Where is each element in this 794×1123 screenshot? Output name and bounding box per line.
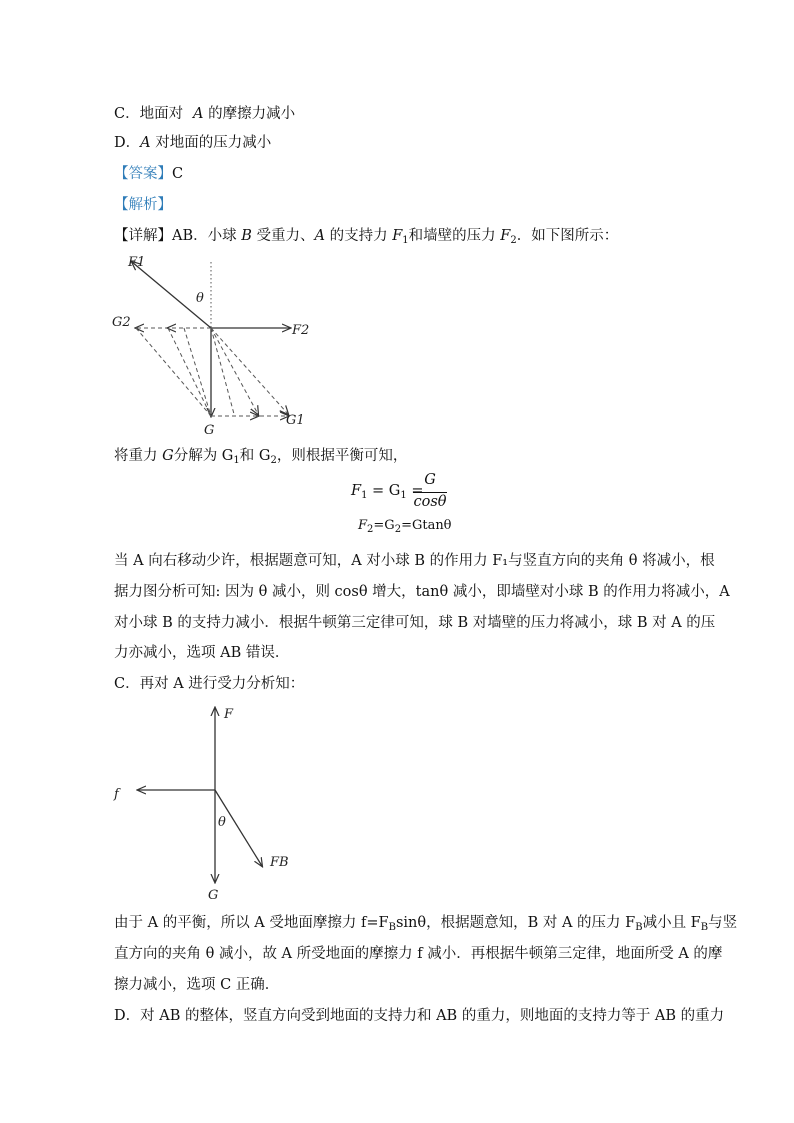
answer-tag: 【答案】: [114, 166, 172, 182]
analysis-tag: 【解析】: [114, 197, 172, 213]
formula-f1: $F_1 = G_1$ = G cosθ: [351, 472, 447, 510]
force-diagram-ball: [110, 250, 310, 440]
label-theta2: θ: [218, 815, 226, 830]
label-g1: G1: [286, 413, 305, 428]
para2-line3: 擦力减小，选项 C 正确．: [114, 977, 280, 993]
formula-f2: $F_2=G_2=Gtan\theta$: [358, 518, 452, 535]
option-c-var: A 的摩擦力减小: [193, 106, 296, 122]
answer-line: [114, 164, 183, 184]
label-g2: G2: [112, 315, 131, 330]
label-f1: F1: [128, 255, 146, 270]
d-section: D．对 AB 的整体，竖直方向受到地面的支持力和 AB 的重力，则地面的支持力等于 AB 的重力: [114, 1008, 725, 1024]
para1-line1: 当 A 向右移动少许，根据题意可知，A 对小球 B 的作用力 F₁与竖直方向的夹角 θ 将减小，根: [114, 553, 715, 569]
para1-line4: 力亦减小，选项 AB 错误．: [114, 645, 290, 661]
label-f-up: F: [224, 707, 234, 722]
para1-line3: 对小球 B 的支持力减小．根据牛顿第三定律可知，球 B 对墙壁的压力将减小，球 B 对 A 的压: [114, 615, 716, 631]
label-f2: F2: [292, 323, 310, 338]
label-theta: θ: [196, 291, 204, 306]
para2-line1: 由于 A 的平衡，所以 A 受地面摩擦力 $f=F_B\sin\theta$，根据题意知，B 对 A 的压力 $F_B$减小且 $F_B$与竖: [114, 915, 738, 933]
para2-line2: 直方向的夹角 θ 减小，故 A 所受地面的摩擦力 f 减小．再根据牛顿第三定律，地面所受 A 的摩: [114, 946, 723, 962]
force-diagram-block: [110, 700, 310, 905]
option-d: D．A 对地面的压力减小: [114, 135, 272, 151]
label-g: G: [204, 423, 215, 438]
decompose-line: 将重力 G分解为 $G_1$和 $G_2$，则根据平衡可知，: [114, 448, 408, 466]
para1-line2: 据力图分析可知: 因为 θ 减小，则 cosθ 增大，tanθ 减小，即墙壁对小球 B 的作用力将减小，A: [114, 584, 730, 600]
answer-value: C: [172, 166, 184, 182]
option-c: C．地面对: [114, 106, 184, 122]
label-g2-down: G: [208, 888, 219, 903]
label-f-left: f: [114, 787, 119, 802]
label-fb: FB: [270, 855, 289, 870]
c-section: C．再对 A 进行受力分析知：: [114, 676, 305, 692]
detail-line: 【详解】AB．小球 B 受重力、A 的支持力 $F_1$和墙壁的压力 $F_2$．如下图所示：: [114, 228, 619, 246]
